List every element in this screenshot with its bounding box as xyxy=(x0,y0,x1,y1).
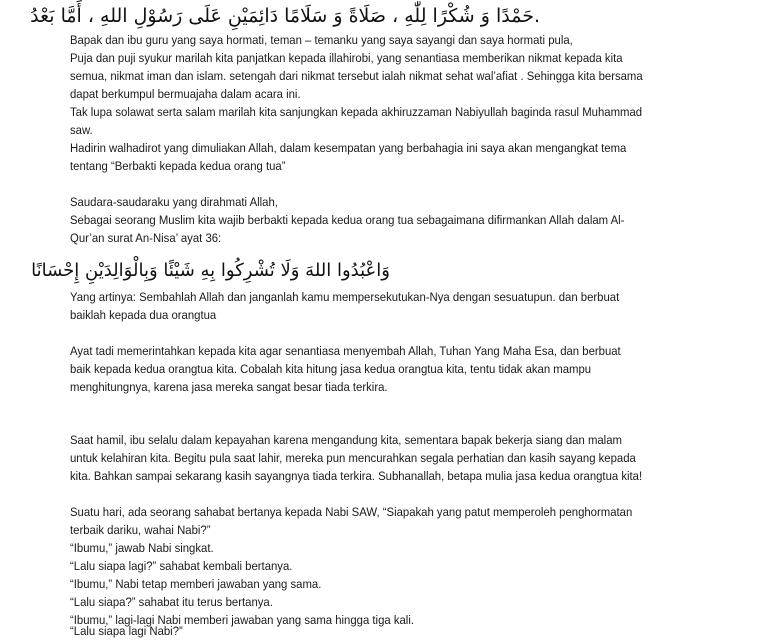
text-line: “Ibumu,” Nabi tetap memberi jawaban yang sama. xyxy=(70,577,322,591)
text-line: Saudara-saudaraku yang dirahmati Allah, xyxy=(70,195,278,209)
text-line: baik kepada kedua orangtua kita. Cobalah kita hitung jasa kedua orangtua kita, tentu tidak akan mampu xyxy=(70,362,592,376)
text-line: Ayat tadi memerintahkan kepada kita agar senantiasa menyembah Allah, Tuhan Yang Maha Esa, dan berbuat xyxy=(70,344,621,358)
text-line: “Ibumu,” lagi-lagi Nabi memberi jawaban yang sama hingga tiga kali. xyxy=(70,613,414,627)
arabic-opening: .حَمْدًا وَ شُكْرًا لِلّٰهِ ، صَلَاةً وَ سَلَامًا دَائِمَيْنِ عَلَى رَسُوْلِ اللهِ ، أَمَّا بَعْدُ xyxy=(30,5,540,27)
text-line: menghitungnya, karena jasa mereka sangat besar tiada terkira. xyxy=(70,380,388,394)
text-line: Saat hamil, ibu selalu dalam kepayahan karena mengandung kita, sementara bapak bekerja siang dan malam xyxy=(70,433,622,447)
text-line: tentang “Berbakti kepada kedua orang tua” xyxy=(70,159,286,173)
text-line: Tak lupa solawat serta salam marilah kita sanjungkan kepada akhiruzzaman Nabiyullah baginda rasul Muhammad xyxy=(70,105,643,119)
text-line: dapat berkumpul bermuajaha dalam acara ini. xyxy=(70,87,301,101)
text-line: semua, nikmat iman dan islam. setengah dari nikmat tersebut ialah nikmat sehat wal’afiat . Sehingga kita bersama xyxy=(70,69,643,83)
text-line: Yang artinya: Sembahlah Allah dan janganlah kamu mempersekutukan-Nya dengan sesuatupun. dan berbuat xyxy=(70,290,620,304)
text-line: baiklah kepada dua orangtua xyxy=(70,308,217,322)
text-line: “Lalu siapa lagi Nabi?” xyxy=(70,624,183,638)
arabic-verse: وَاعْبُدُوا اللهَ وَلَا تُشْرِكُوا بِهِ شَيْئًا وَبِالْوَالِدَيْنِ إِحْسَانًا xyxy=(31,260,390,281)
text-line: Qur’an surat An-Nisa’ ayat 36: xyxy=(70,231,222,245)
text-line: untuk kelahiran kita. Begitu pula saat lahir, mereka pun mencurahkan segala perhatian dan kasih sayang kepada xyxy=(70,451,636,465)
text-line: terbaik dariku, wahai Nabi?” xyxy=(70,523,211,537)
text-line: Sebagai seorang Muslim kita wajib berbakti kepada kedua orang tua sebagaimana difirmankan Allah dalam Al- xyxy=(70,213,625,227)
text-line: kita. Bahkan sampai sekarang kasih sayangnya tiada terkira. Subhanallah, betapa mulia jasa kedua orangtua kita! xyxy=(70,469,643,483)
text-line: saw. xyxy=(70,123,93,137)
text-line: “Lalu siapa lagi?” sahabat kembali bertanya. xyxy=(70,559,293,573)
text-line: “Lalu siapa?” sahabat itu terus bertanya. xyxy=(70,595,273,609)
text-line: Bapak dan ibu guru yang saya hormati, teman – temanku yang saya sayangi dan saya hormati pula, xyxy=(70,33,573,47)
text-line: “Ibumu,” jawab Nabi singkat. xyxy=(70,541,214,555)
text-line: Puja dan puji syukur marilah kita panjatkan kepada illahirobi, yang senantiasa memberikan nikmat kepada kita xyxy=(70,51,623,65)
text-line: Suatu hari, ada seorang sahabat bertanya kepada Nabi SAW, “Siapakah yang patut memperoleh penghormatan xyxy=(70,505,633,519)
text-line: Hadirin walhadirot yang dimuliakan Allah, dalam kesempatan yang berbahagia ini saya akan mengangkat tema xyxy=(70,141,627,155)
